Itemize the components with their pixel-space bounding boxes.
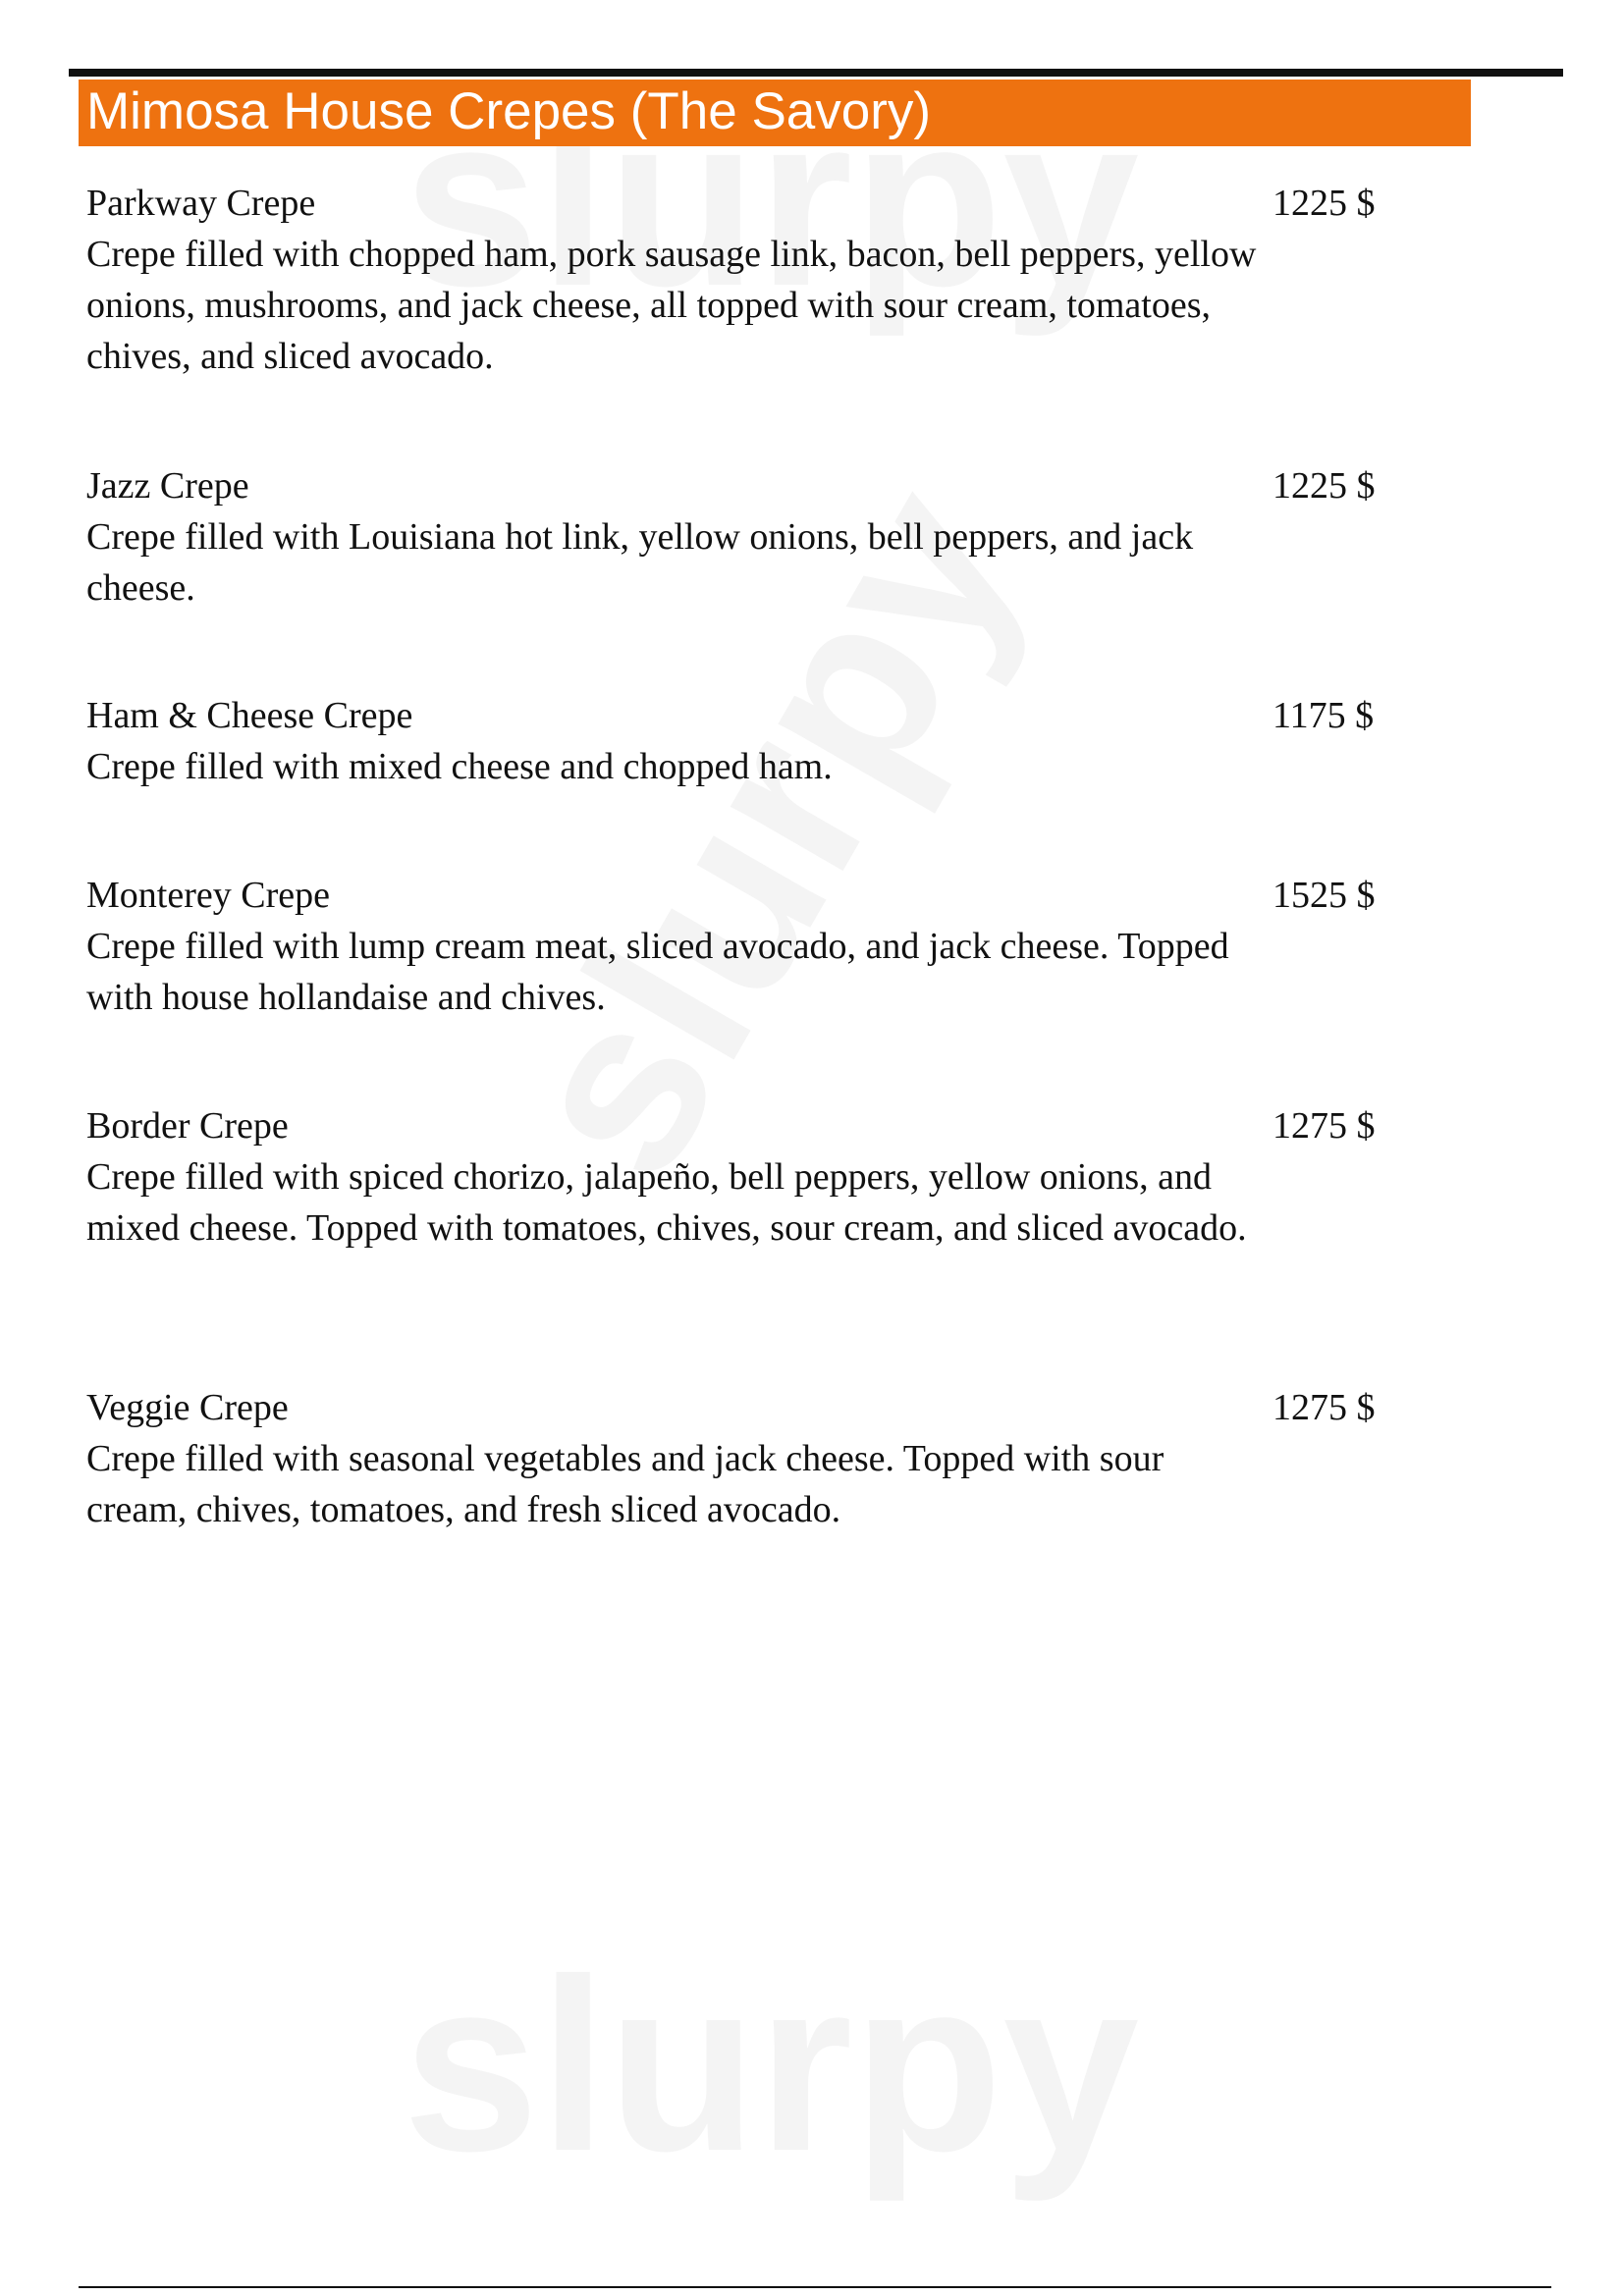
item-description: Crepe filled with spiced chorizo, jalapeño, bell peppers, yellow onions, and mixed cheese. Topped with tomatoes, chives, sour cream, and sliced avocado. [86, 1156, 1247, 1249]
menu-item [86, 690, 1402, 792]
item-name: Ham & Cheese Crepe [86, 695, 413, 736]
item-name: Jazz Crepe [86, 465, 249, 507]
item-price: 1525 $ [1272, 875, 1376, 916]
menu-item [86, 1100, 1402, 1254]
item-name: Veggie Crepe [86, 1387, 289, 1428]
watermark-logo [403, 1924, 1139, 2206]
item-name: Parkway Crepe [86, 183, 316, 224]
section-header [79, 80, 1471, 146]
item-description: Crepe filled with lump cream meat, sliced avocado, and jack cheese. Topped with house hollandaise and chives. [86, 926, 1229, 1018]
item-price: 1225 $ [1272, 183, 1376, 224]
top-divider [69, 69, 1563, 77]
menu-item [86, 460, 1402, 614]
item-description: Crepe filled with chopped ham, pork sausage link, bacon, bell peppers, yellow onions, mushrooms, and jack cheese, all topped with sour cream, tomatoes, chives, and sliced avocado. [86, 234, 1257, 377]
item-description: Crepe filled with Louisiana hot link, yellow onions, bell peppers, and jack cheese. [86, 516, 1194, 609]
item-price: 1275 $ [1272, 1387, 1376, 1428]
menu-item [86, 1382, 1402, 1535]
bottom-divider [79, 2286, 1551, 2288]
item-price: 1275 $ [1272, 1105, 1376, 1147]
item-name: Border Crepe [86, 1105, 289, 1147]
item-price: 1175 $ [1272, 695, 1375, 736]
item-description: Crepe filled with seasonal vegetables and jack cheese. Topped with sour cream, chives, tomatoes, and fresh sliced avocado. [86, 1438, 1164, 1530]
section-title: Mimosa House Crepes (The Savory) [86, 82, 932, 140]
item-name: Monterey Crepe [86, 875, 330, 916]
item-description: Crepe filled with mixed cheese and chopped ham. [86, 746, 833, 787]
menu-item [86, 178, 1402, 382]
item-price: 1225 $ [1272, 465, 1376, 507]
menu-item [86, 870, 1402, 1023]
